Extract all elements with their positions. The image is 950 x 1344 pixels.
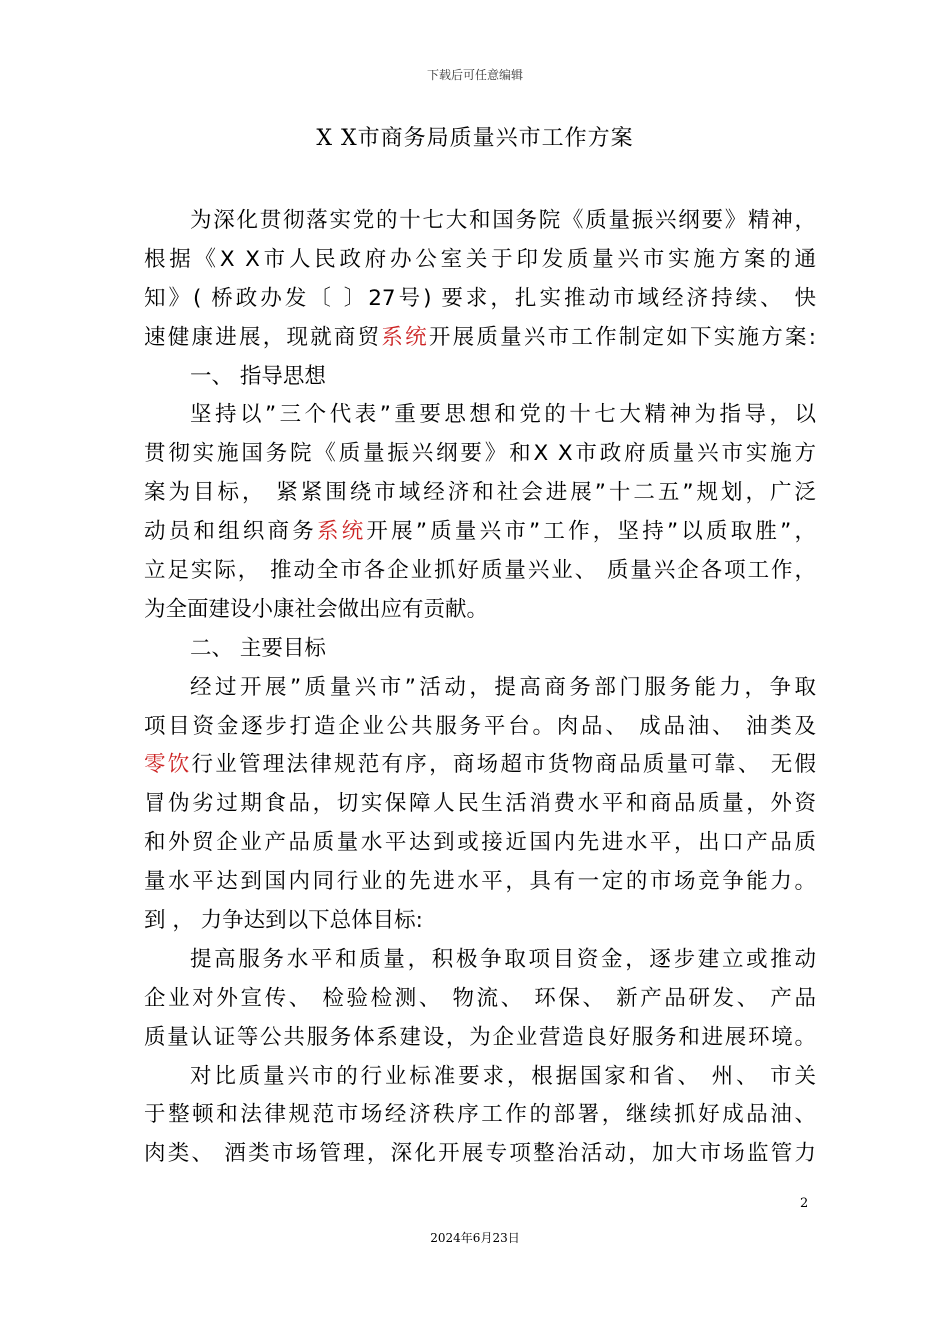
body-line: [144, 435, 816, 474]
highlighted-term: 系统: [381, 324, 429, 350]
body-line: [144, 1058, 816, 1097]
line-text: 速健康进展，现就商贸: [144, 324, 382, 350]
line-text: 贯彻实施国务院《质量振兴纲要》和X X市政府质量兴市实施方: [144, 441, 816, 467]
body-line: [144, 708, 816, 747]
line-text: 根据《X X市人民政府办公室关于印发质量兴市实施方案的通: [144, 246, 816, 272]
footer-date: 2024年6月23日: [430, 1231, 520, 1245]
line-text: 项目资金逐步打造企业公共服务平台。肉品、 成品油、 油类及: [144, 713, 816, 739]
body-line: [144, 863, 816, 902]
line-text: 开展”质量兴市”工作，坚持”以质取胜”，: [366, 519, 816, 545]
body-line: [144, 980, 816, 1019]
body-line: [144, 1135, 816, 1174]
body-line: [144, 552, 816, 591]
line-text: 量水平达到国内同行业的先进水平，具有一定的市场竞争能力。: [144, 869, 816, 895]
body-line: [144, 591, 816, 630]
body-line: [144, 1096, 816, 1135]
line-text: 提高服务水平和质量，积极争取项目资金，逐步建立或推动: [190, 946, 816, 972]
line-text: 到 ， 力争达到以下总体目标:: [144, 908, 423, 934]
line-text: 开展质量兴市工作制定如下实施方案:: [428, 324, 816, 350]
line-text: 对比质量兴市的行业标准要求，根据国家和省、 州、 市关: [190, 1063, 816, 1089]
body-line: [144, 202, 816, 241]
section-heading: [144, 358, 816, 397]
body-line: [144, 241, 816, 280]
line-text: 案为目标， 紧紧围绕市域经济和社会进展”十二五”规划，广泛: [144, 480, 816, 506]
line-text: 冒伪劣过期食品，切实保障人民生活消费水平和商品质量，外资: [144, 791, 816, 817]
body-line: [144, 513, 816, 552]
body-line: [144, 785, 816, 824]
line-text: 经过开展”质量兴市”活动，提高商务部门服务能力，争取: [190, 674, 816, 700]
highlighted-term: 系统: [316, 519, 367, 545]
body-line: [144, 474, 816, 513]
section-heading: [144, 630, 816, 669]
body-line: [144, 280, 816, 319]
body-line: [144, 746, 816, 785]
line-text: 和外贸企业产品质量水平达到或接近国内先进水平，出口产品质: [144, 830, 816, 856]
page-number: 2: [800, 1196, 809, 1211]
body-line: [144, 902, 816, 941]
body-line: [144, 396, 816, 435]
body-line: [144, 319, 816, 358]
body-line: [144, 1019, 816, 1058]
line-text: 质量认证等公共服务体系建设，为企业营造良好服务和进展环境。: [144, 1024, 816, 1050]
document-body: [144, 202, 816, 1174]
document-title: X X市商务局质量兴市工作方案: [316, 126, 634, 151]
body-line: [144, 669, 816, 708]
line-text: 坚持以”三个代表”重要思想和党的十七大精神为指导，以: [190, 402, 816, 428]
header-note: 下载后可任意编辑: [426, 68, 523, 82]
body-line: [144, 824, 816, 863]
highlighted-term: 零饮: [144, 752, 192, 778]
line-text: 行业管理法律规范有序，商场超市货物商品质量可靠、 无假: [191, 752, 816, 778]
line-text: 知》( 桥政办发〔 〕27号) 要求，扎实推动市域经济持续、 快: [144, 285, 816, 311]
heading-text: 一、 指导思想: [190, 363, 326, 389]
line-text: 为深化贯彻落实党的十七大和国务院《质量振兴纲要》精神，: [190, 208, 816, 233]
line-text: 肉类、 酒类市场管理，深化开展专项整治活动，加大市场监管力: [144, 1141, 816, 1167]
line-text: 企业对外宣传、 检验检测、 物流、 环保、 新产品研发、 产品: [144, 985, 816, 1011]
line-text: 动员和组织商务: [144, 519, 317, 545]
line-text: 于整顿和法律规范市场经济秩序工作的部署，继续抓好成品油、: [144, 1102, 816, 1128]
heading-text: 二、 主要目标: [190, 635, 326, 661]
line-text: 为全面建设小康社会做出应有贡献。: [144, 596, 489, 622]
line-text: 立足实际， 推动全市各企业抓好质量兴业、 质量兴企各项工作，: [144, 558, 816, 584]
body-line: [144, 941, 816, 980]
